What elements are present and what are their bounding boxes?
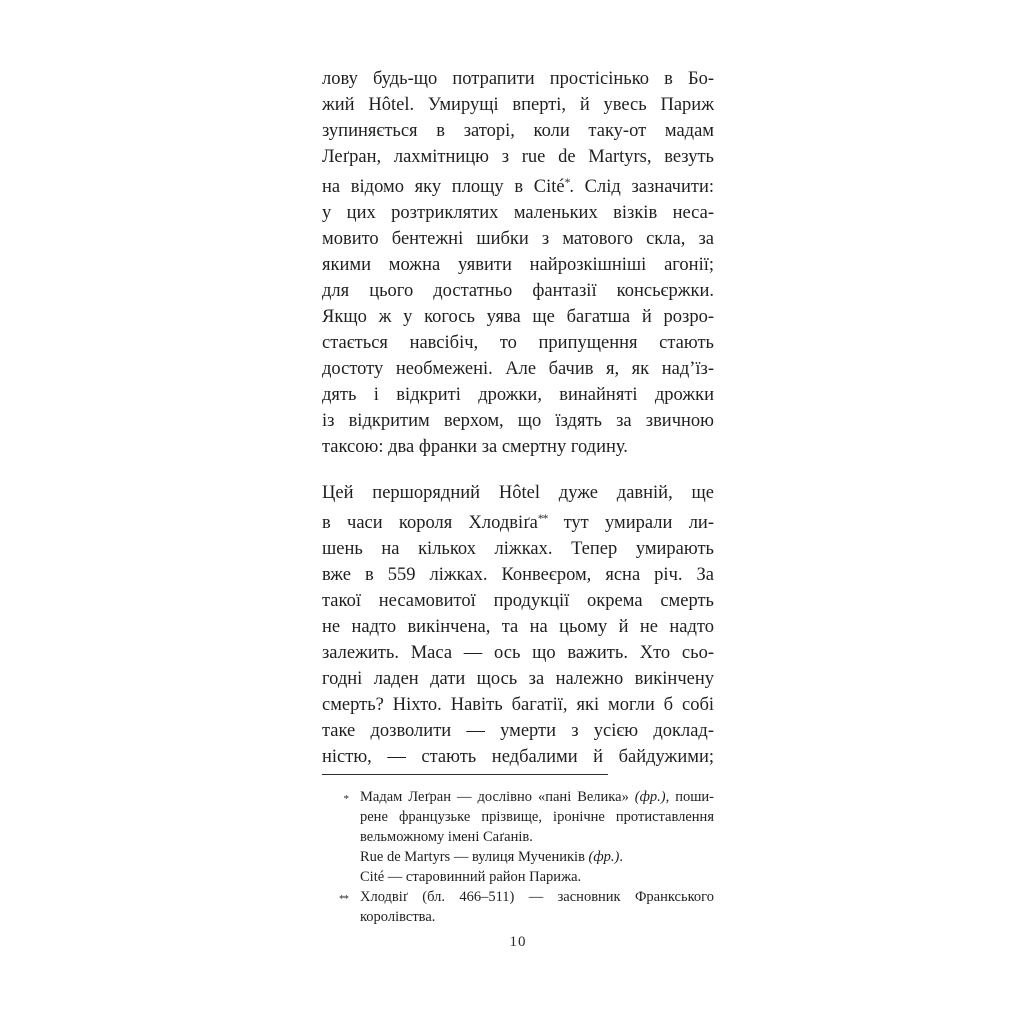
text-line: дять і відкриті дрожки, винайняті дрожки bbox=[322, 385, 714, 405]
footnote-marker: ** bbox=[339, 893, 348, 905]
paragraph-2 bbox=[322, 480, 714, 770]
italic-segment: (фр.) bbox=[634, 789, 666, 805]
text-segment: . Слід зазначити: bbox=[569, 177, 714, 197]
main-text bbox=[322, 66, 714, 770]
text-line: Леґран, лахмітницю з rue de Martyrs, везуть bbox=[322, 147, 714, 167]
text-line bbox=[322, 170, 714, 200]
text-line: смерть? Ніхто. Навіть багатії, які могли б собі bbox=[322, 695, 714, 715]
footnote-item-1 bbox=[322, 787, 714, 887]
text-line: таксою: два франки за смертну годину. bbox=[322, 437, 628, 457]
text-segment: Rue de Martyrs — вулиця Мучеників bbox=[360, 849, 589, 865]
footnote-text bbox=[360, 887, 714, 927]
footnote-line bbox=[360, 907, 714, 927]
italic-segment: (фр.) bbox=[588, 849, 620, 865]
text-segment: Хлодвіґ (бл. 466–511) — засновник Франкського bbox=[360, 889, 714, 905]
text-segment: вельможному імені Саґанів. bbox=[360, 829, 533, 845]
text-segment: на відомо яку площу в Cité bbox=[322, 177, 565, 197]
footnote-line bbox=[360, 887, 714, 907]
text-segment: королівства. bbox=[360, 909, 436, 925]
text-line: не надто викінчена, та на цьому й не надто bbox=[322, 617, 714, 637]
footnote-section bbox=[322, 774, 714, 927]
footnote-separator-rule bbox=[322, 774, 608, 775]
text-line bbox=[322, 506, 714, 536]
footnote-marker: * bbox=[343, 793, 348, 805]
text-line: достоту необмежені. Але бачив я, як над’їз- bbox=[322, 359, 714, 379]
footnote-item-2 bbox=[322, 887, 714, 927]
footnote-line bbox=[360, 787, 714, 807]
text-line: годні ладен дати щось за належно викінчену bbox=[322, 669, 714, 689]
text-line: стається навсібіч, то припущення стають bbox=[322, 333, 714, 353]
text-line: зупиняється в заторі, коли таку-от мадам bbox=[322, 121, 714, 141]
text-segment: Мадам Леґран — дослівно «пані Велика» bbox=[360, 789, 635, 805]
paragraph-1 bbox=[322, 66, 714, 460]
text-segment: . bbox=[619, 849, 623, 865]
text-line: у цих розтриклятих маленьких візків неса- bbox=[322, 203, 714, 223]
text-line: мовито бентежні шибки з матового скла, за bbox=[322, 229, 714, 249]
footnote-ref-1: * bbox=[564, 177, 570, 189]
footnote-ref-2: ** bbox=[537, 513, 548, 525]
text-line: шень на кількох ліжках. Тепер умирають bbox=[322, 539, 714, 559]
footnote-text bbox=[360, 787, 714, 887]
text-line: із відкритим верхом, що їздять за звичною bbox=[322, 411, 714, 431]
footnote-line bbox=[360, 827, 714, 847]
text-segment: рене французьке прізвище, іронічне протиставлення bbox=[360, 809, 714, 825]
text-line: вже в 559 ліжках. Конвеєром, ясна річ. За bbox=[322, 565, 714, 585]
text-line: такої несамовитої продукції окрема смерть bbox=[322, 591, 714, 611]
text-line: якими можна уявити найрозкішніші агонії; bbox=[322, 255, 714, 275]
text-segment: , поши- bbox=[665, 789, 714, 805]
footnote-line bbox=[360, 867, 714, 887]
footnote-line bbox=[360, 847, 714, 867]
text-line: для цього достатньо фантазії консьєржки. bbox=[322, 281, 714, 301]
footnote-line bbox=[360, 807, 714, 827]
text-line: Цей першорядний Hôtel дуже давній, ще bbox=[322, 483, 714, 503]
text-line: лову будь-що потрапити простісінько в Бо- bbox=[322, 69, 714, 89]
text-line: таке дозволити — умерти з усією доклад- bbox=[322, 721, 714, 741]
text-line: залежить. Маса — ось що важить. Хто сьо- bbox=[322, 643, 714, 663]
text-line: Якщо ж у когось уява ще багатша й розро- bbox=[322, 307, 714, 327]
text-line: ністю, — стають недбалими й байдужими; bbox=[322, 747, 714, 767]
text-segment: Cité — старовинний район Парижа. bbox=[360, 869, 582, 885]
text-line: жий Hôtel. Умирущі вперті, й увесь Париж bbox=[322, 95, 714, 115]
page-number: 10 bbox=[509, 934, 527, 950]
text-segment: тут умирали ли- bbox=[547, 513, 714, 533]
text-segment: в часи короля Хлодвіґа bbox=[322, 513, 538, 533]
